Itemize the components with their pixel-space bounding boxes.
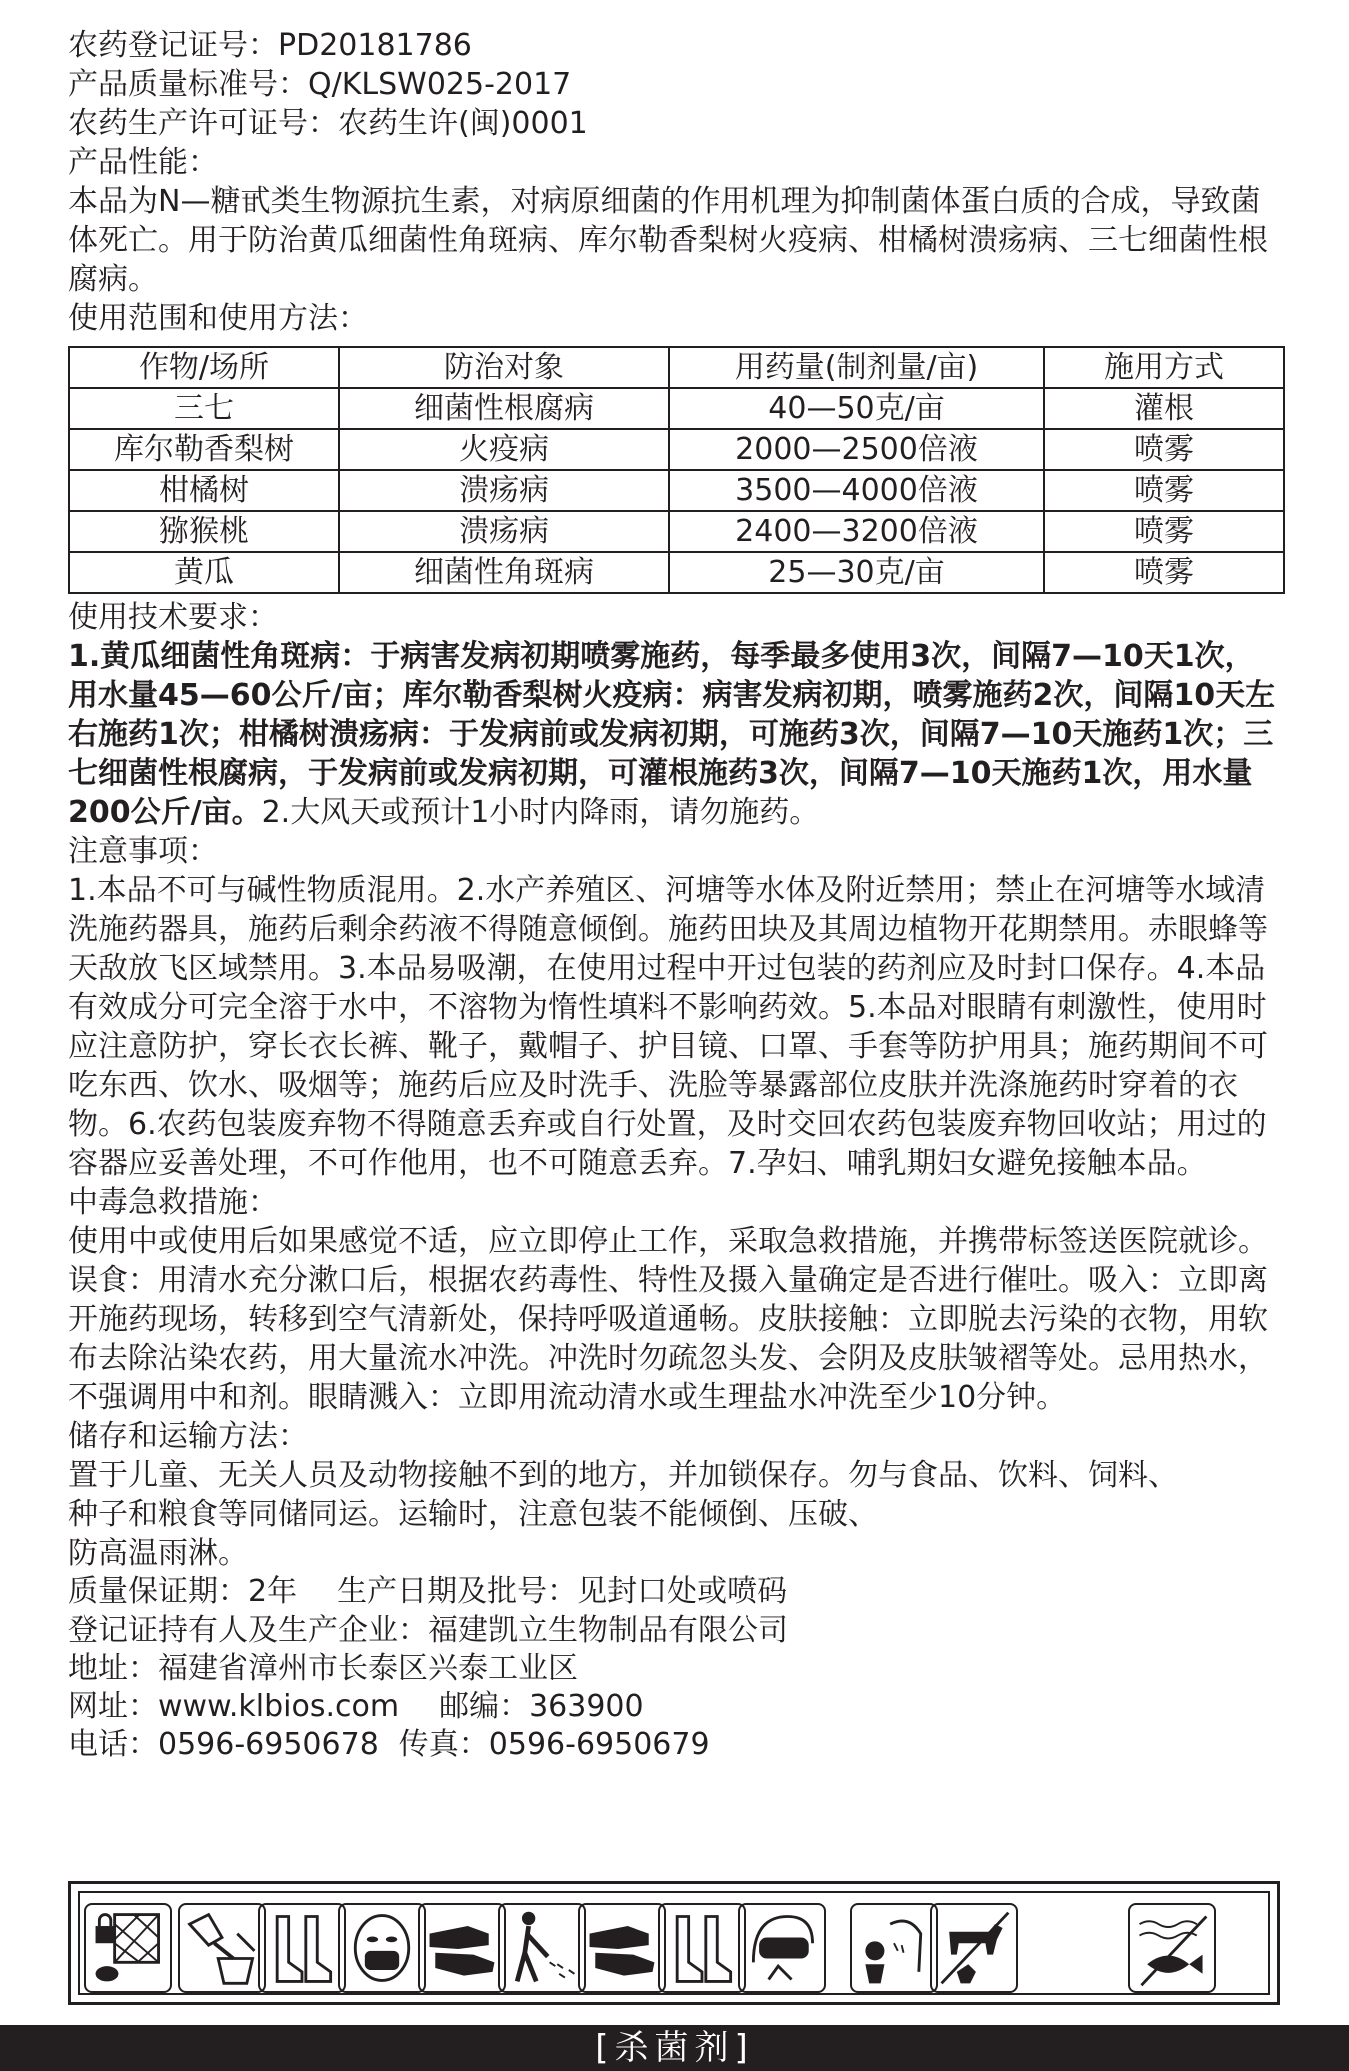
table-cell: 猕猴桃 xyxy=(69,511,339,552)
label-body xyxy=(68,26,1283,1764)
mixing-icon xyxy=(178,1903,266,1993)
standard-number: 产品质量标准号：Q/KLSW025-2017 xyxy=(68,67,572,102)
technique-normal-text: 2.大风天或预计1小时内降雨，请勿施药。 xyxy=(261,795,820,830)
precautions-text: 1.本品不可与碱性物质混用。2.水产养殖区、河塘等水体及附近禁用；禁止在河塘等水域清洗施药器具，施药后剩余药液不得随意倾倒。施药田块及其周边植物开花期禁用。赤眼蜂等天敌放飞区域禁用。3.本品易吸潮，在使用过程中开过包装的药剂应及时封口保存。4.本品有效成分可完全溶于水中，不溶物为惰性填料不影响药效。5.本品对眼睛有刺激性，使用时应注意防护，穿长衣长裤、靴子，戴帽子、护目镜、口罩、手套等防护用具；施药期间不可吃东西、饮水、吸烟等；施药后应及时洗手、洗脸等暴露部位皮肤并洗涤施药时穿着的衣物。6.农药包装废弃物不得随意丢弃或自行处置，及时交回农药包装废弃物回收站；用过的容器应妥善处理，不可作他用，也不可随意丢弃。7.孕妇、哺乳期妇女避免接触本品。 xyxy=(68,873,1268,1181)
postcode: 邮编：363900 xyxy=(439,1689,644,1724)
table-row xyxy=(69,388,1284,429)
warranty: 质量保证期：2年 xyxy=(68,1574,298,1609)
table-cell: 3500—4000倍液 xyxy=(669,470,1044,511)
technique-text xyxy=(68,637,1283,832)
goggles-icon xyxy=(738,1903,826,1993)
boots-icon xyxy=(658,1903,746,1993)
table-cell: 喷雾 xyxy=(1044,429,1284,470)
column-header: 作物/场所 xyxy=(69,347,339,388)
column-header: 防治对象 xyxy=(339,347,669,388)
boots-icon xyxy=(258,1903,346,1993)
storage-line: 置于儿童、无关人员及动物接触不到的地方，并加锁保存。勿与食品、饮料、饲料、 xyxy=(68,1458,1178,1493)
table-cell: 灌根 xyxy=(1044,388,1284,429)
web-line xyxy=(68,1688,1283,1726)
pictogram-strip xyxy=(68,1881,1280,2005)
product-category: [杀菌剂] xyxy=(595,2028,754,2068)
first-aid-text: 使用中或使用后如果感觉不适，应立即停止工作，采取急救措施，并携带标签送医院就诊。误食：用清水充分漱口后，根据农药毒性、特性及摄入量确定是否进行催吐。吸入：立即离开施药现场，转移到空气清新处，保持呼吸道通畅。皮肤接触：立即脱去污染的衣物，用软布去除沾染农药，用大量流水冲洗。冲洗时勿疏忽头发、会阴及皮肤皱褶等处。忌用热水，不强调用中和剂。眼睛溅入：立即用流动清水或生理盐水冲洗至少10分钟。 xyxy=(68,1224,1268,1415)
table-header-row xyxy=(69,347,1284,388)
gloves-icon xyxy=(418,1903,506,1993)
wash-icon xyxy=(850,1903,938,1993)
table-cell: 柑橘树 xyxy=(69,470,339,511)
table-cell: 喷雾 xyxy=(1044,511,1284,552)
production-date: 生产日期及批号：见封口处或喷码 xyxy=(337,1574,788,1609)
usage-heading: 使用范围和使用方法： xyxy=(68,301,368,336)
registration-number: 农药登记证号：PD20181786 xyxy=(68,28,472,63)
table-cell: 溃疡病 xyxy=(339,511,669,552)
table-cell: 喷雾 xyxy=(1044,552,1284,593)
storage-line: 种子和粮食等同储同运。运输时，注意包装不能倾倒、压破、 xyxy=(68,1497,878,1532)
table-row xyxy=(69,470,1284,511)
table-cell: 三七 xyxy=(69,388,339,429)
holder: 登记证持有人及生产企业：福建凯立生物制品有限公司 xyxy=(68,1613,788,1648)
table-cell: 喷雾 xyxy=(1044,470,1284,511)
precautions-heading: 注意事项： xyxy=(68,834,218,869)
storage-line: 防高温雨淋。 xyxy=(68,1536,248,1571)
gloves-icon xyxy=(578,1903,666,1993)
fish-hazard-icon xyxy=(1128,1903,1216,1993)
table-row xyxy=(69,511,1284,552)
footer-bar xyxy=(0,2025,1349,2071)
livestock-hazard-icon xyxy=(930,1903,1018,1993)
table-row xyxy=(69,552,1284,593)
table-cell: 细菌性根腐病 xyxy=(339,388,669,429)
first-aid-heading: 中毒急救措施： xyxy=(68,1185,278,1220)
table-cell: 25—30克/亩 xyxy=(669,552,1044,593)
table-row xyxy=(69,429,1284,470)
address: 地址：福建省漳州市长泰区兴泰工业区 xyxy=(68,1651,578,1686)
column-header: 用药量(制剂量/亩) xyxy=(669,347,1044,388)
production-license: 农药生产许可证号：农药生许(闽)0001 xyxy=(68,106,588,141)
table-cell: 2400—3200倍液 xyxy=(669,511,1044,552)
table-cell: 细菌性角斑病 xyxy=(339,552,669,593)
table-cell: 40—50克/亩 xyxy=(669,388,1044,429)
table-cell: 溃疡病 xyxy=(339,470,669,511)
performance-heading: 产品性能： xyxy=(68,145,218,180)
website: 网址：www.klbios.com xyxy=(68,1689,400,1724)
table-cell: 2000—2500倍液 xyxy=(669,429,1044,470)
warranty-line xyxy=(68,1573,1283,1611)
table-cell: 火疫病 xyxy=(339,429,669,470)
table-cell: 库尔勒香梨树 xyxy=(69,429,339,470)
storage-heading: 储存和运输方法： xyxy=(68,1419,308,1454)
contact-line xyxy=(68,1726,1283,1764)
mask-icon xyxy=(338,1903,426,1993)
performance-text: 本品为N—糖甙类生物源抗生素，对病原细菌的作用机理为抑制菌体蛋白质的合成，导致菌体死亡。用于防治黄瓜细菌性角斑病、库尔勒香梨树火疫病、柑橘树溃疡病、三七细菌性根腐病。 xyxy=(68,184,1268,297)
fax: 传真：0596-6950679 xyxy=(398,1727,710,1762)
column-header: 施用方式 xyxy=(1044,347,1284,388)
technique-heading: 使用技术要求： xyxy=(68,600,278,635)
technique-bold-text: 1.黄瓜细菌性角斑病：于病害发病初期喷雾施药，每季最多使用3次，间隔7—10天1次，用水量45—60公斤/亩；库尔勒香梨树火疫病：病害发病初期，喷雾施药2次，间隔10天左右施药1次；柑橘树溃疡病：于发病前或发病初期，可施药3次，间隔7—10天施药1次；三七细菌性根腐病，于发病前或发病初期，可灌根施药3次，间隔7—10天施药1次，用水量200公斤/亩。 xyxy=(68,639,1276,830)
phone: 电话：0596-6950678 xyxy=(68,1727,379,1762)
spraying-icon xyxy=(498,1903,586,1993)
usage-table xyxy=(68,346,1285,594)
table-cell: 黄瓜 xyxy=(69,552,339,593)
storage-lock-icon xyxy=(84,1903,172,1993)
